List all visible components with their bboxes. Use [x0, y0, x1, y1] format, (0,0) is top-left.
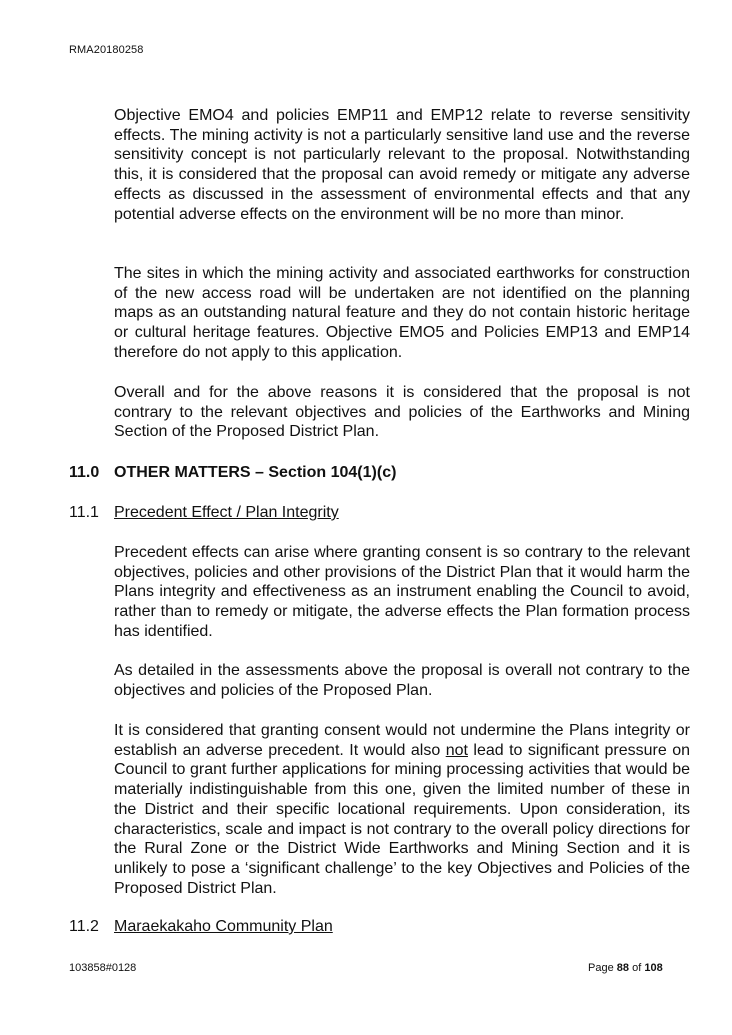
- paragraph-precedent-effects: Precedent effects can arise where granting consent is so contrary to the relevant objectives, policies and other provisions of the District Plan that it would harm the Plans integrity and effectiveness as an instrument enabling the Council to avoid, rather than to remedy or mitigate, the adverse effects the Plan formation process has identified.: [114, 544, 690, 640]
- subsection-heading-11-2: [69, 918, 333, 936]
- section-title: OTHER MATTERS – Section 104(1)(c): [114, 464, 397, 481]
- page-label: Page: [588, 962, 614, 974]
- footer-page-number: [588, 962, 663, 974]
- text-segment: lead to significant pressure on Council to grant further applications for mining processing activities that would be materially indistinguishable from this one, given the limited number of these in the District and their specific locational requirements. Upon consideration, its characteristics, scale and impact is not contrary to the overall policy directions for the Rural Zone or the District Wide Earthworks and Mining Section and it is unlikely to pose a ‘significant challenge’ to the key Objectives and Policies of the Proposed District Plan.: [114, 741, 691, 897]
- section-heading-11: [69, 464, 396, 482]
- paragraph-plan-integrity: [114, 721, 690, 898]
- subsection-number: 11.1: [69, 504, 99, 521]
- page-of: of: [632, 962, 642, 974]
- paragraph-outstanding-features: The sites in which the mining activity and associated earthworks for construction of the new access road will be undertaken are not identified on the planning maps as an outstanding natural feature and they do not contain historic heritage or cultural heritage features. Objective EMO5 and Policies EMP13 and EMP14 therefore do not apply to this application.: [114, 265, 690, 361]
- paragraph-overall-conclusion: Overall and for the above reasons it is considered that the proposal is not contrary to the relevant objectives and policies of the Earthworks and Mining Section of the Proposed District Plan.: [114, 384, 690, 441]
- subsection-title: Maraekakaho Community Plan: [114, 918, 333, 935]
- document-reference: RMA20180258: [69, 44, 144, 56]
- paragraph-assessment-summary: As detailed in the assessments above the proposal is overall not contrary to the objectives and policies of the Proposed Plan.: [114, 662, 690, 699]
- page-current: 88: [616, 962, 630, 974]
- section-number: 11.0: [69, 464, 100, 481]
- text-segment: It is considered that granting consent would not undermine the Plans integrity or establish an adverse precedent. It would also: [114, 722, 690, 759]
- underlined-word: not: [445, 741, 468, 759]
- footer-doc-id: 103858#0128: [69, 962, 137, 974]
- subsection-number: 11.2: [69, 918, 99, 935]
- subsection-title: Precedent Effect / Plan Integrity: [114, 504, 339, 521]
- page-total: 108: [644, 962, 663, 974]
- subsection-heading-11-1: [69, 504, 339, 522]
- paragraph-reverse-sensitivity: Objective EMO4 and policies EMP11 and EMP12 relate to reverse sensitivity effects. The mining activity is not a particularly sensitive land use and the reverse sensitivity concept is not particularly relevant to the proposal. Notwithstanding this, it is considered that the proposal can avoid remedy or mitigate any adverse effects as discussed in the assessment of environmental effects and that any potential adverse effects on the environment will be no more than minor.: [114, 107, 690, 223]
